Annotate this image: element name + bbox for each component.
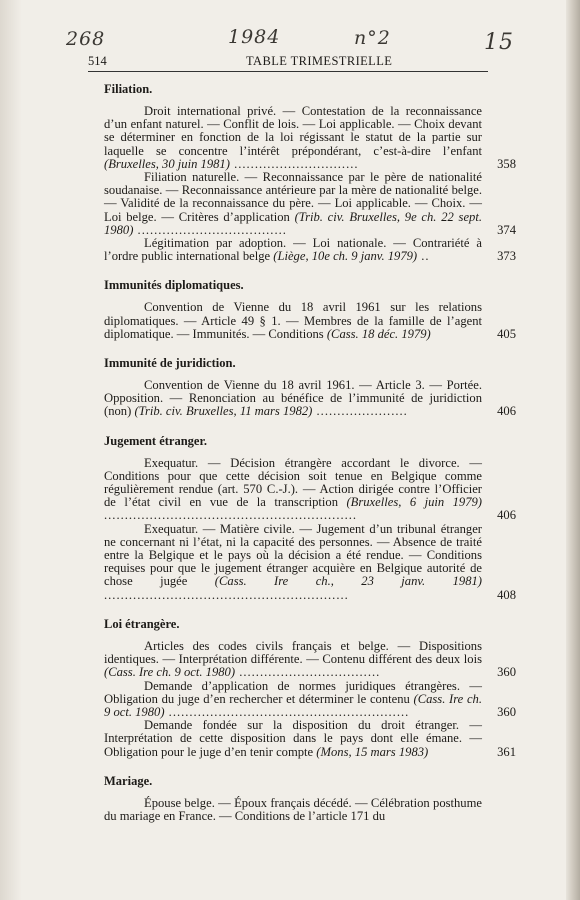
handwritten-note: n°2: [354, 27, 391, 49]
running-head-title: TABLE TRIMESTRIELLE: [246, 54, 393, 68]
dot-leader: ..: [417, 249, 430, 264]
entry-page-number: 361: [497, 744, 516, 759]
entry-page-number: 360: [497, 704, 516, 719]
index-section: [104, 355, 524, 419]
index-entry: [104, 638, 516, 680]
entry-page-number: 358: [497, 156, 516, 171]
index-section: [104, 773, 524, 823]
index-entry: [104, 521, 516, 602]
entry-text: Demande d’application de normes juridiques étrangères. — Obligation du juge d’en rechercher et déterminer le contenu: [104, 678, 482, 706]
dot-leader: ......................: [312, 404, 408, 419]
index-entry: [104, 678, 516, 720]
entry-page-number: 360: [497, 665, 516, 680]
index-section: [104, 616, 524, 759]
entry-text: Droit international privé. — Contestation de la reconnaissance d’un enfant naturel. — Conflit de lois. — Loi applicable. — Choix devant se déterminer en fonction de la loi régissant le statut de la partie sur laquelle se concentre l’intérêt prépondérant, c’est-à-dire l’enfant: [104, 104, 482, 158]
running-head: [88, 54, 488, 71]
entry-reference: (Cass. Ire ch. 9 oct. 1980): [104, 691, 483, 719]
entry-text: Convention de Vienne du 18 avril 1961. — Article 3. — Portée. Opposition. — Renonciation au bénéfice de l’immunité de juridiction (non): [104, 378, 482, 419]
entry-page-number: 374: [497, 222, 516, 237]
page-edge: [566, 0, 580, 900]
entry-page-number: 405: [497, 326, 516, 341]
index-entry: [104, 104, 516, 171]
entry-text: Filiation naturelle. — Reconnaissance par le père de nationalité soudanaise. — Reconnaissance antérieure par la mère de nationalité belge. — Validité de la reconnaissance du père. — Loi applicable. — Choix. — Loi belge. — Critères d’application: [104, 170, 482, 224]
section-title: Jugement étranger.: [104, 433, 207, 448]
header-rule: [88, 71, 488, 72]
dot-leader: .............................................................: [104, 508, 358, 523]
entry-reference: (Bruxelles, 30 juin 1981): [104, 156, 230, 171]
page-gutter-shadow: [0, 0, 22, 900]
dot-leader: ..............................: [229, 156, 359, 171]
index-section: [104, 81, 524, 263]
entry-page-number: 408: [497, 587, 516, 602]
index-content: [104, 81, 524, 837]
section-title: Loi étrangère.: [104, 616, 180, 631]
index-section: [104, 277, 524, 341]
entry-text: Convention de Vienne du 18 avril 1961 sur les relations diplomatiques. — Article 49 § 1. — Membres de la famille de l’agent diplomatique. — Immunités. — Conditions: [104, 300, 482, 341]
dot-leader: ..................................: [235, 665, 381, 680]
handwritten-note: 268: [66, 28, 106, 50]
entry-page-number: 373: [497, 249, 516, 264]
entry-reference: (Liège, 10e ch. 9 janv. 1979): [273, 249, 418, 264]
entry-text: Exequatur. — Décision étrangère accordant le divorce. — Conditions pour que cette décision soit tenue en Belgique comme régulièrement rendue (art. 570 C.-J.). — Action dirigée contre l’Officier de l’état civil en vue de la transcription: [104, 455, 482, 510]
entry-reference: (Mons, 15 mars 1983): [316, 744, 429, 759]
dot-leader: ....................................: [133, 222, 287, 237]
section-title: Immunité de juridiction.: [104, 356, 236, 371]
entry-text: Exequatur. — Matière civile. — Jugement d’un tribunal étranger ne concernant ni l’état, ni la capacité des personnes. — Absence de traité entre la Belgique et le pays où la décision a été rendue. — Conditions requises pour que le jugement étranger acquière en Belgique autorité de chose jugée: [104, 521, 482, 589]
section-title: Immunités diplomatiques.: [104, 278, 244, 293]
entry-text: Légitimation par adoption. — Loi nationale. — Contrariété à l’ordre public international belge: [104, 236, 482, 264]
entry-reference: (Trib. civ. Bruxelles, 11 mars 1982): [134, 404, 313, 419]
entry-reference: (Trib. civ. Bruxelles, 9e ch. 22 sept. 1980): [104, 209, 482, 237]
index-entry: [104, 797, 482, 823]
entry-reference: (Cass. 18 déc. 1979): [326, 326, 431, 341]
dot-leader: ...........................................................: [104, 587, 349, 602]
index-entry: [104, 236, 516, 264]
index-entry: [104, 300, 516, 341]
entry-page-number: 406: [497, 404, 516, 419]
index-entry: [104, 718, 516, 759]
index-entry: [104, 378, 516, 419]
entry-text: Articles des codes civils français et belge. — Dispositions identiques. — Interprétation différente. — Contenu différent des deux lois: [104, 638, 482, 667]
index-entry: [104, 455, 516, 523]
entry-text: Épouse belge. — Époux français décédé. — Célébration posthume du mariage en France. — Conditions de l’article 171 du: [104, 795, 482, 823]
page-number: 514: [88, 54, 107, 68]
entry-reference: (Cass. Ire ch., 23 janv. 1981): [214, 574, 483, 589]
index-entry: [104, 170, 516, 237]
entry-reference: (Cass. Ire ch. 9 oct. 1980): [104, 665, 236, 680]
entry-text: Demande fondée sur la disposition du droit étranger. — Interprétation de cette disposition dans le pays dont elle émane. — Obligation pour le juge d’en tenir compte: [104, 718, 482, 759]
section-title: Filiation.: [104, 82, 153, 96]
dot-leader: ..........................................................: [164, 704, 410, 719]
handwritten-note: 15: [484, 30, 514, 55]
handwritten-note: 1984: [228, 26, 281, 48]
entry-reference: (Bruxelles, 6 juin 1979): [346, 495, 482, 510]
entry-page-number: 406: [497, 508, 516, 523]
section-title: Mariage.: [104, 773, 153, 788]
index-section: [104, 433, 524, 602]
